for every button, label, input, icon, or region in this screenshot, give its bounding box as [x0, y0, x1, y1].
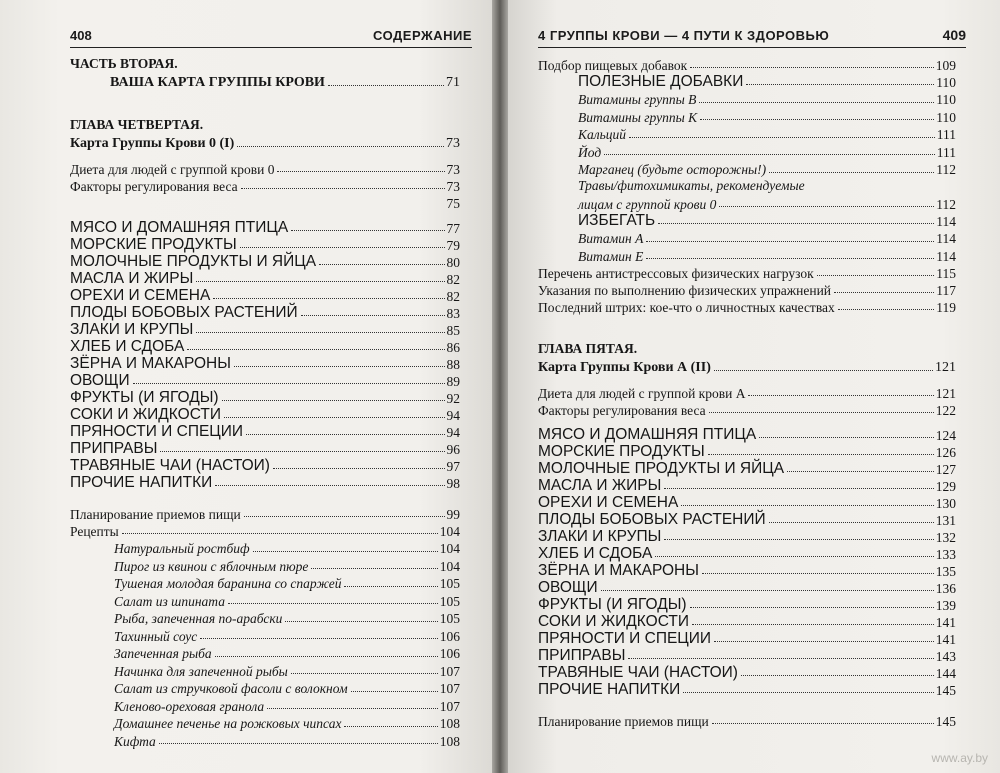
toc-entry: Начинка для запеченной рыбы 107 [114, 663, 460, 679]
toc-entry: Перечень антистрессовых физических нагрузок 115 [538, 265, 956, 281]
toc-entry: МАСЛА И ЖИРЫ 129 [538, 476, 956, 494]
page-number: 408 [70, 28, 92, 43]
toc-entry: ИЗБЕГАТЬ 114 [578, 211, 956, 229]
toc-entry: Тушеная молодая баранина со спаржей 105 [114, 576, 460, 591]
running-head: СОДЕРЖАНИЕ [373, 28, 472, 43]
toc-entry: Витамины группы В 110 [578, 92, 956, 107]
toc-entry: Салат из шпината 105 [114, 593, 460, 609]
part-title: ЧАСТЬ ВТОРАЯ. [70, 56, 178, 71]
toc-entry: Последний штрих: кое-что о личностных качествах 119 [538, 299, 956, 315]
toc-entry: Витамин Е 114 [578, 248, 956, 264]
right-page-header [538, 20, 966, 48]
toc-entry: Пирог из квинои с яблочным пюре 104 [114, 558, 460, 574]
toc-entry: Карта Группы Крови А (II) 121 [538, 360, 956, 375]
toc-entry: ОВОЩИ 136 [538, 578, 956, 596]
toc-entry: Витамины группы К 110 [578, 109, 956, 125]
left-page [0, 0, 492, 773]
toc-entry: Марганец (будьте осторожны!) 112 [578, 162, 956, 177]
toc-entry: ВАША КАРТА ГРУППЫ КРОВИ 71 [110, 75, 460, 90]
toc-entry: СОКИ И ЖИДКОСТИ 141 [538, 612, 956, 630]
toc-entry: ЗЁРНА И МАКАРОНЫ 135 [538, 561, 956, 579]
toc-entry: МАСЛА И ЖИРЫ 82 [70, 269, 460, 287]
toc-entry: ОРЕХИ И СЕМЕНА 130 [538, 493, 956, 511]
toc-entry: ФРУКТЫ (И ЯГОДЫ) 92 [70, 388, 460, 406]
chapter-label: ГЛАВА ПЯТАЯ. [538, 341, 638, 356]
toc-entry: СОКИ И ЖИДКОСТИ 94 [70, 405, 460, 423]
toc-entry: ХЛЕБ И СДОБА 133 [538, 544, 956, 562]
toc-entry: Указания по выполнению физических упражнений 117 [538, 282, 956, 298]
toc-entry: МОРСКИЕ ПРОДУКТЫ 79 [70, 235, 460, 253]
toc-entry: ОРЕХИ И СЕМЕНА 82 [70, 286, 460, 304]
toc-entry: Факторы регулирования веса 73 [70, 178, 460, 194]
toc-entry: МЯСО И ДОМАШНЯЯ ПТИЦА 124 [538, 425, 956, 443]
right-page [508, 0, 1000, 773]
toc-entry: ОВОЩИ 89 [70, 371, 460, 389]
toc-entry: ПРЯНОСТИ И СПЕЦИИ 141 [538, 629, 956, 647]
toc-entry: Факторы регулирования веса 122 [538, 402, 956, 418]
toc-entry: МОЛОЧНЫЕ ПРОДУКТЫ И ЯЙЦА 80 [70, 252, 460, 270]
toc-entry: Кифта 108 [114, 733, 460, 749]
toc-entry: Запеченная рыба 106 [114, 646, 460, 661]
chapter-label: ГЛАВА ЧЕТВЕРТАЯ. [70, 117, 204, 132]
toc-entry-line: Травы/фитохимикаты, рекомендуемые [578, 177, 805, 193]
toc-left [70, 55, 460, 748]
watermark: www.ay.by [931, 751, 988, 765]
page-number: 409 [942, 27, 966, 43]
toc-entry: МОЛОЧНЫЕ ПРОДУКТЫ И ЯЙЦА 127 [538, 459, 956, 477]
toc-entry: ФРУКТЫ (И ЯГОДЫ) 139 [538, 595, 956, 613]
toc-entry: ЗЛАКИ И КРУПЫ 132 [538, 527, 956, 545]
toc-entry: ПРОЧИЕ НАПИТКИ 98 [70, 473, 460, 491]
toc-entry: Натуральный ростбиф 104 [114, 541, 460, 556]
running-head: 4 ГРУППЫ КРОВИ — 4 ПУТИ К ЗДОРОВЬЮ [538, 28, 830, 43]
toc-entry: ПРОЧИЕ НАПИТКИ 145 [538, 680, 956, 698]
toc-entry: Подбор пищевых добавок 109 [538, 57, 956, 73]
toc-entry: 75 [446, 195, 460, 211]
toc-entry: Планирование приемов пищи 99 [70, 506, 460, 522]
toc-entry: ПЛОДЫ БОБОВЫХ РАСТЕНИЙ 131 [538, 510, 956, 528]
toc-entry: Домашнее печенье на рожковых чипсах 108 [114, 716, 460, 731]
toc-entry: МЯСО И ДОМАШНЯЯ ПТИЦА 77 [70, 218, 460, 236]
toc-entry: Салат из стручковой фасоли с волокном 107 [114, 681, 460, 696]
toc-entry: Кальций 111 [578, 127, 956, 142]
toc-entry: ЗЁРНА И МАКАРОНЫ 88 [70, 354, 460, 372]
toc-entry: ПРЯНОСТИ И СПЕЦИИ 94 [70, 422, 460, 440]
book-gutter [492, 0, 508, 773]
toc-right [538, 55, 956, 728]
toc-entry: Диета для людей с группой крови 0 73 [70, 161, 460, 177]
toc-entry: ЗЛАКИ И КРУПЫ 85 [70, 320, 460, 338]
toc-entry: Тахинный соус 106 [114, 628, 460, 644]
toc-entry: Диета для людей с группой крови А 121 [538, 385, 956, 401]
toc-entry: МОРСКИЕ ПРОДУКТЫ 126 [538, 442, 956, 460]
toc-entry: ТРАВЯНЫЕ ЧАИ (НАСТОИ) 97 [70, 456, 460, 474]
toc-entry: Планирование приемов пищи 145 [538, 713, 956, 729]
toc-entry: ПОЛЕЗНЫЕ ДОБАВКИ 110 [578, 72, 956, 90]
toc-entry: Витамин А 114 [578, 231, 956, 246]
toc-entry: лицам с группой крови 0 112 [578, 196, 956, 212]
toc-entry: Рыба, запеченная по-арабски 105 [114, 611, 460, 626]
toc-entry: ТРАВЯНЫЕ ЧАИ (НАСТОИ) 144 [538, 663, 956, 681]
toc-entry: Кленово-ореховая гранола 107 [114, 698, 460, 714]
toc-entry: Карта Группы Крови 0 (I) 73 [70, 136, 460, 151]
toc-entry: ПЛОДЫ БОБОВЫХ РАСТЕНИЙ 83 [70, 303, 460, 321]
toc-entry: Йод 111 [578, 144, 956, 160]
left-page-header [70, 20, 472, 48]
toc-entry: ХЛЕБ И СДОБА 86 [70, 337, 460, 355]
toc-entry: ПРИПРАВЫ 96 [70, 439, 460, 457]
toc-entry: ПРИПРАВЫ 143 [538, 646, 956, 664]
toc-entry: Рецепты 104 [70, 523, 460, 539]
